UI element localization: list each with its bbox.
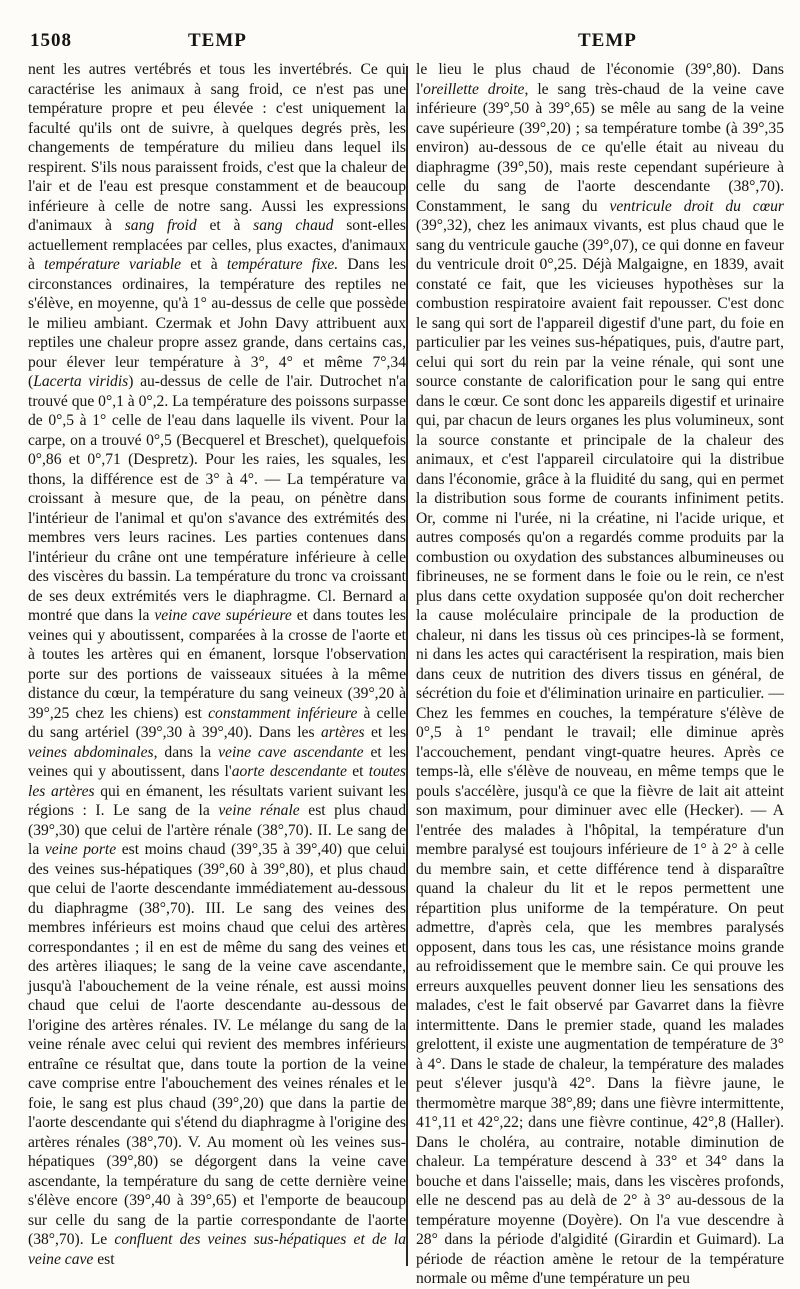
italic-term: veine porte	[44, 841, 117, 858]
italic-term: veine cave supérieure	[154, 607, 292, 624]
italic-term: artères	[320, 724, 365, 741]
italic-term: oreillette droite	[423, 80, 525, 98]
italic-term: veine cave ascendante	[218, 743, 364, 761]
italic-term: température fixe.	[226, 256, 339, 273]
text-run: est	[93, 1250, 115, 1268]
italic-term: ventricule droit du cœur	[609, 197, 784, 215]
italic-term: aorte descendante	[231, 763, 347, 780]
text-run: est moins chaud (39°,35 à 39°,40) que celui des veines sus-hépatiques (39°,60 à 39°,80), et plus chaud que celui de l'aorte descendante immédiatement au-dessous du diaphragme (38°,70). III. Le sang des veines des membres inférieurs est moins chaud que celui des artères correspondantes ; il en est de même du sang des veines et des artères iliaques; le sang de la veine cave ascendante, jusqu'à l'abouchement de la veine rénale, est aussi moins chaud que celui de l'aorte descendante au-dessous de l'origine des artères rénales. IV. Le mélange du sang de la veine rénale avec celui qui revient des membres inférieurs entraîne ce résultat que, dans toute la portion de la veine cave comprise entre l'abouchement des veines rénales et le foie, le sang est plus chaud (39°,20) que dans la partie de l'aorte descendante qui s'étend du diaphragme à l'origine des artères rénales (38°,70). V. Au moment où les veines sus-hépatiques (39°,80) se dégorgent dans la veine cave ascendante, la température du sang de cette dernière veine s'élève encore (39°,40 à 39°,65) et l'emporte de beaucoup sur celle du sang de la partie correspondante de l'aorte (38°,70). Le	[28, 841, 406, 1248]
text-run: à celle du sang artériel (39°,30 à 39°,40). Dans les	[28, 704, 406, 741]
italic-term: température variable	[44, 256, 181, 273]
text-run: nent les autres vertébrés et tous les invertébrés. Ce qui caractérise les animaux à sang froid, ce n'est pas une température propre et peu élevée : c'est uniquement la faculté qu'ils ont de suivre, à quelques degrés près, les changements de température du milieu dans lequel ils respirent. S'ils nous paraissent froids, c'est que la chaleur de l'air et de l'eau est presque constamment et de beaucoup inférieure à celle de notre sang. Aussi les expressions d'animaux à	[28, 61, 406, 234]
text-run: et les veines qui y aboutissent, dans l'	[28, 743, 407, 780]
text-run: qui en émanent, les résultats varient suivant les régions : I. Le sang de la	[28, 782, 406, 819]
italic-term: veine rénale	[218, 802, 300, 819]
right-column-text	[416, 60, 784, 1289]
left-column-text	[28, 60, 406, 1269]
text-run: , dans la	[153, 743, 219, 761]
italic-term: toutes les artères	[28, 763, 406, 800]
italic-term: veines abdominales	[28, 743, 154, 761]
text-run: et dans toutes les veines qui y aboutissent, comparées à la crosse de l'aorte et à toutes les artères qui en émanent, lorsque l'observation porte sur des portions de vaisseaux situées à la même distance du cœur, la température du sang veineux (39°,20 à 39°,25 chez les chiens) est	[28, 607, 406, 722]
italic-term: Lacerta viridis	[33, 373, 129, 390]
text-run: le lieu le plus chaud de l'économie (39°,80). Dans l'	[416, 61, 784, 98]
right-running-head: TEMP	[578, 30, 637, 51]
text-run: est plus chaud (39°,30) que celui de l'artère rénale (38°,70). II. Le sang de la	[28, 802, 406, 858]
page-number: 1508	[30, 30, 72, 51]
page-header	[0, 30, 800, 58]
text-run: et à	[181, 256, 227, 273]
italic-term: confluent des veines sus-hépatiques et de la veine cave	[28, 1231, 406, 1268]
text-run: , le sang très-chaud de la veine cave inférieure (39°,50 à 39°,65) se mêle au sang de la veine cave supérieure (39°,20) ; sa température tombe (à 39°,35 environ) au-dessous de ce qu'elle était au niveau du diaphragme (39°,50), mais reste cependant supérieure à celle du sang de l'aorte descendante (38°,70). Constamment, le sang du	[416, 80, 784, 215]
column-divider	[406, 66, 408, 1266]
text-run: ) au-dessus de celle de l'air. Dutrochet n'a trouvé que 0°,1 à 0°,2. La température des poissons surpasse de 0°,5 à 1° celle de l'eau dans laquelle ils vivent. Pour la carpe, on a trouvé 0°,5 (Becquerel et Breschet), quelquefois 0°,86 et 0°,71 (Despretz). Pour les raies, les squales, les thons, la différence est de 3° à 4°. — La température va croissant à mesure que, de la peau, on pénètre dans l'intérieur de l'animal et qu'on s'avance des extrémités des membres vers leurs racines. Les parties contenues dans l'intérieur du crâne ont une température inférieure à celle des viscères du bassin. La température du tronc va croissant de ses deux extrémités vers le diaphragme. Cl. Bernard a montré que dans la	[28, 373, 407, 624]
text-run: Dans les circonstances ordinaires, la température des reptiles ne s'élève, en moyenne, qu'à 1° au-dessus de celle que possède le milieu ambiant. Czermak et John Davy attribuent aux reptiles une chaleur propre assez grande, dans certains cas, pour élever leur température à 3°, 4° et même 7°,34 (	[28, 256, 406, 390]
italic-term: constamment inférieure	[208, 704, 358, 722]
italic-term: sang froid	[124, 217, 197, 234]
right-column	[416, 60, 784, 1289]
italic-term: sang chaud	[253, 217, 334, 234]
text-run: et	[346, 763, 369, 780]
text-run: (39°,32), chez les animaux vivants, est plus chaud que le sang du ventricule gauche (39°,07), ce qui donne en faveur du ventricule droit 0°,25. Déjà Malgaigne, en 1839, avait constaté ce fait, que les vicieuses hypothèses sur la combustion respiratoire avaient fait repousser. C'est donc le sang qui sort de l'appareil digestif d'une part, du foie en particulier par les veines sus-hépatiques, puis, d'autre part, celui qui sort du rein par la veine rénale, qui sont une source constante de calorification pour le sang qui entre dans le cœur. Ce sont donc les appareils digestif et urinaire qui, par chacun de leurs organes les plus volumineux, sont la source constante et principale de la chaleur des animaux, et c'est l'appareil circulatoire qui la distribue dans l'économie, grâce à la fluidité du sang, qui en permet la distribution sous forme de courants infiniment petits. Or, comme ni l'urée, ni la créatine, ni l'acide urique, et autres composés qu'on a regardés comme produits par la combustion ou oxydation des substances albumineuses ou fibrineuses, ne se forment dans le foie ou le rein, ce n'est plus dans cette oxydation supposée qu'on doit rechercher la cause moléculaire principale de la production de chaleur, ni dans les tissus où ces principes-là se forment, ni dans les actes qui caractérisent la respiration, mais bien dans ceux de nutrition des divers tissus en général, de sécrétion du foie et d'élimination urinaire en particulier. — Chez les femmes en couches, la température s'élève de 0°,5 à 1° pendant le travail; elle diminue après l'accouchement, pendant vingt-quatre heures. Après ce temps-là, elle s'élève de nouveau, en même temps que le pouls s'accélère, jusqu'à ce que la fièvre de lait ait atteint son maximum, pour diminuer avec elle (Hecker). — A l'entrée des malades à l'hôpital, la température d'un membre paralysé est toujours inférieure de 1° à 2° à celle du membre sain, et cette différence tend à disparaître quand la chaleur du lit et le repos permettent une répartition plus uniforme de la température. On peut admettre, d'après cela, que les membres paralysés opposent, dans tous les cas, une résistance moins grande au refroidissement que le membre sain. Ce qui prouve les erreurs auxquelles peuvent donner lieu les sensations des malades, c'est le fait observé par Gavarret dans la fièvre intermittente. Dans le premier stade, quand les malades grelottent, il existe une augmentation de température de 3° à 4°. Dans le stade de chaleur, la température des malades peut s'élever jusqu'à 42°. Dans la fièvre jaune, le thermomètre marque 38°,89; dans une fièvre intermittente, 41°,11 et 42°,22; dans une fièvre continue, 42°,8 (Haller). Dans le choléra, au contraire, notable diminution de chaleur. La température descend à 33° et 34° dans la bouche et dans l'aisselle; mais, dans les viscères profonds, elle ne descend pas au delà de 2° à 3° au-dessous de la température moyenne (Doyère). On l'a vue descendre à 28° dans la période d'algidité (Girardin et Guimard). La période de réaction amène le retour de la température normale ou même d'une température un peu	[416, 217, 784, 1287]
left-running-head: TEMP	[188, 30, 247, 51]
left-column	[28, 60, 406, 1269]
text-run: sont-elles actuellement remplacées par celles, plus exactes, d'animaux à	[28, 217, 406, 273]
text-run: et les	[364, 724, 407, 741]
text-run: et à	[196, 217, 254, 234]
